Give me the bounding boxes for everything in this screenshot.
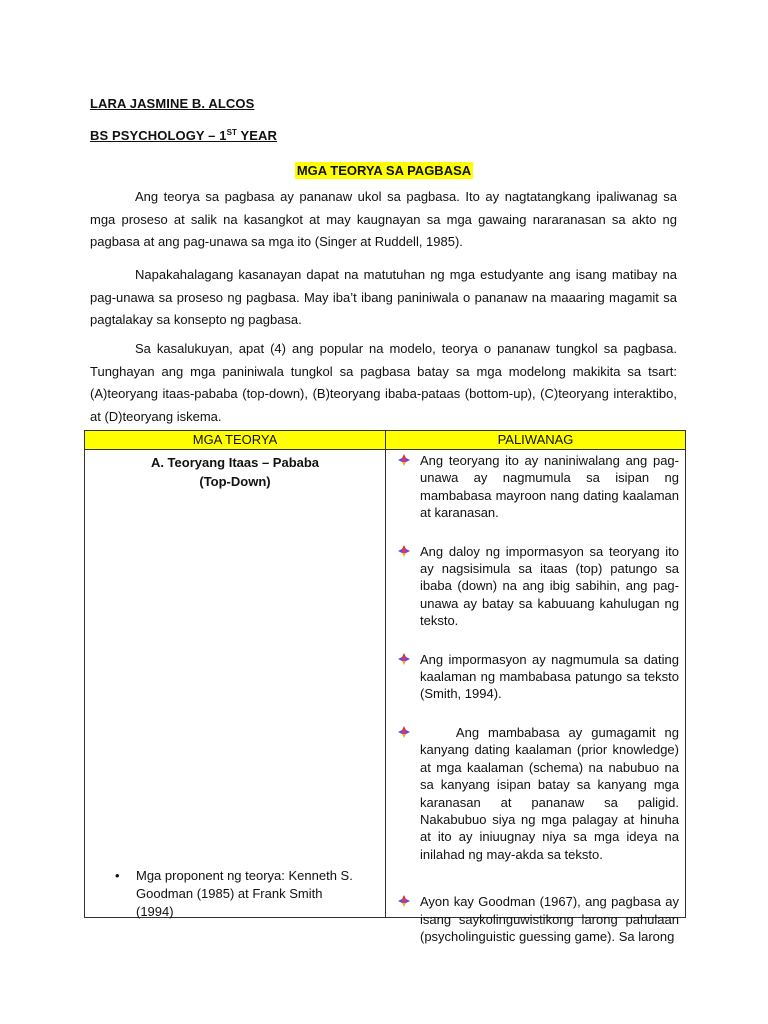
paragraph-3: Sa kasalukuyan, apat (4) ang popular na modelo, teorya o pananaw tungkol sa pagbasa. Tunghayan ang mga paniniwala tungkol sa pagbasa batay sa mga modelong makikita sa tsart: (A)teoryang itaas-pababa (top-down), (B)teoryang ibaba-pataas (bottom-up), (C)teoryang interaktibo, at (D)teoryang iskema. bbox=[90, 341, 677, 424]
col-header-explanation: PALIWANAG bbox=[386, 431, 686, 450]
explanation-text: Ang teoryang ito ay naniniwalang ang pag-unawa ay nagmumula sa isipan ng mambabasa mayroon nang dating kaalaman at karanasan. bbox=[420, 453, 679, 521]
course-suffix: YEAR bbox=[237, 128, 277, 143]
explanation-text: Ang impormasyon ay nagmumula sa dating kaalaman ng mambabasa patungo sa teksto (Smith, 1994). bbox=[420, 651, 679, 702]
course-superscript: ST bbox=[226, 128, 237, 137]
table-header-row bbox=[85, 431, 686, 450]
four-way-arrow-icon bbox=[398, 545, 410, 557]
theory-table bbox=[84, 430, 686, 944]
document-title: MGA TEORYA SA PAGBASA bbox=[296, 163, 472, 178]
theory-title-line1: A. Teoryang Itaas – Pababa bbox=[150, 455, 320, 470]
four-way-arrow-icon bbox=[398, 653, 410, 665]
list-item bbox=[392, 452, 679, 522]
four-way-arrow-icon bbox=[398, 454, 410, 466]
proponent-note bbox=[115, 867, 360, 921]
list-item bbox=[392, 651, 679, 703]
list-item bbox=[392, 893, 679, 945]
four-way-arrow-icon bbox=[398, 895, 410, 907]
author-name: LARA JASMINE B. ALCOS bbox=[90, 96, 255, 111]
explanation-text: Ayon kay Goodman (1967), ang pagbasa ay isang saykolinguwistikong larong pahulaan (psycholinguistic guessing game). Sa larong bbox=[420, 894, 679, 944]
paragraph-2: Napakahalagang kasanayan dapat na matutuhan ng mga estudyante ang isang matibay na pag-unawa sa proseso ng pagbasa. May iba’t ibang paniniwala o pananaw na maaaring magamit sa pagtalakay sa konsepto ng pagbasa. bbox=[90, 267, 677, 327]
explanation-text: Ang daloy ng impormasyon sa teoryang ito ay nagsisimula sa itaas (top) patungo sa ibaba (down) na ang ibig sabihin, ang pag-unawa ay batay sa kabuuang kahulugan ng teksto. bbox=[420, 543, 679, 629]
explanation-list bbox=[392, 452, 683, 945]
proponent-text: Mga proponent ng teorya: Kenneth S. Goodman (1985) at Frank Smith (1994) bbox=[136, 868, 353, 919]
col-header-theories: MGA TEORYA bbox=[85, 431, 386, 450]
course-line bbox=[90, 128, 277, 143]
bullet-dot: • bbox=[115, 868, 120, 883]
theory-title bbox=[91, 453, 379, 491]
explanation-cell bbox=[386, 450, 686, 944]
title-wrap bbox=[0, 162, 768, 180]
four-way-arrow-icon bbox=[398, 726, 410, 738]
theory-cell bbox=[85, 450, 386, 918]
explanation-content bbox=[392, 452, 683, 944]
explanation-text: Ang mambabasa ay gumagamit ng kanyang dating kaalaman (prior knowledge) at mga kaalaman (schema) na nabubuo na sa kanyang isipan batay sa kanyang mga karanasan at pananaw sa paligid. Nakabubuo siya ng mga palagay at hinuha at ito ay iniuugnay niya sa mga ideya na inilahad ng may-akda sa teksto. bbox=[420, 724, 683, 862]
list-item bbox=[392, 543, 679, 630]
table-row bbox=[85, 450, 686, 918]
theory-title-line2: (Top-Down) bbox=[199, 474, 271, 489]
list-item bbox=[392, 724, 683, 863]
paragraph-1: Ang teorya sa pagbasa ay pananaw ukol sa pagbasa. Ito ay nagtatangkang ipaliwanag sa mga proseso at salik na kasangkot at may kaugnayan sa mga gawaing nararanasan sa akto ng pagbasa at ang pag-unawa sa mga ito (Singer at Ruddell, 1985). bbox=[90, 189, 677, 249]
course-prefix: BS PSYCHOLOGY – 1 bbox=[90, 128, 227, 143]
